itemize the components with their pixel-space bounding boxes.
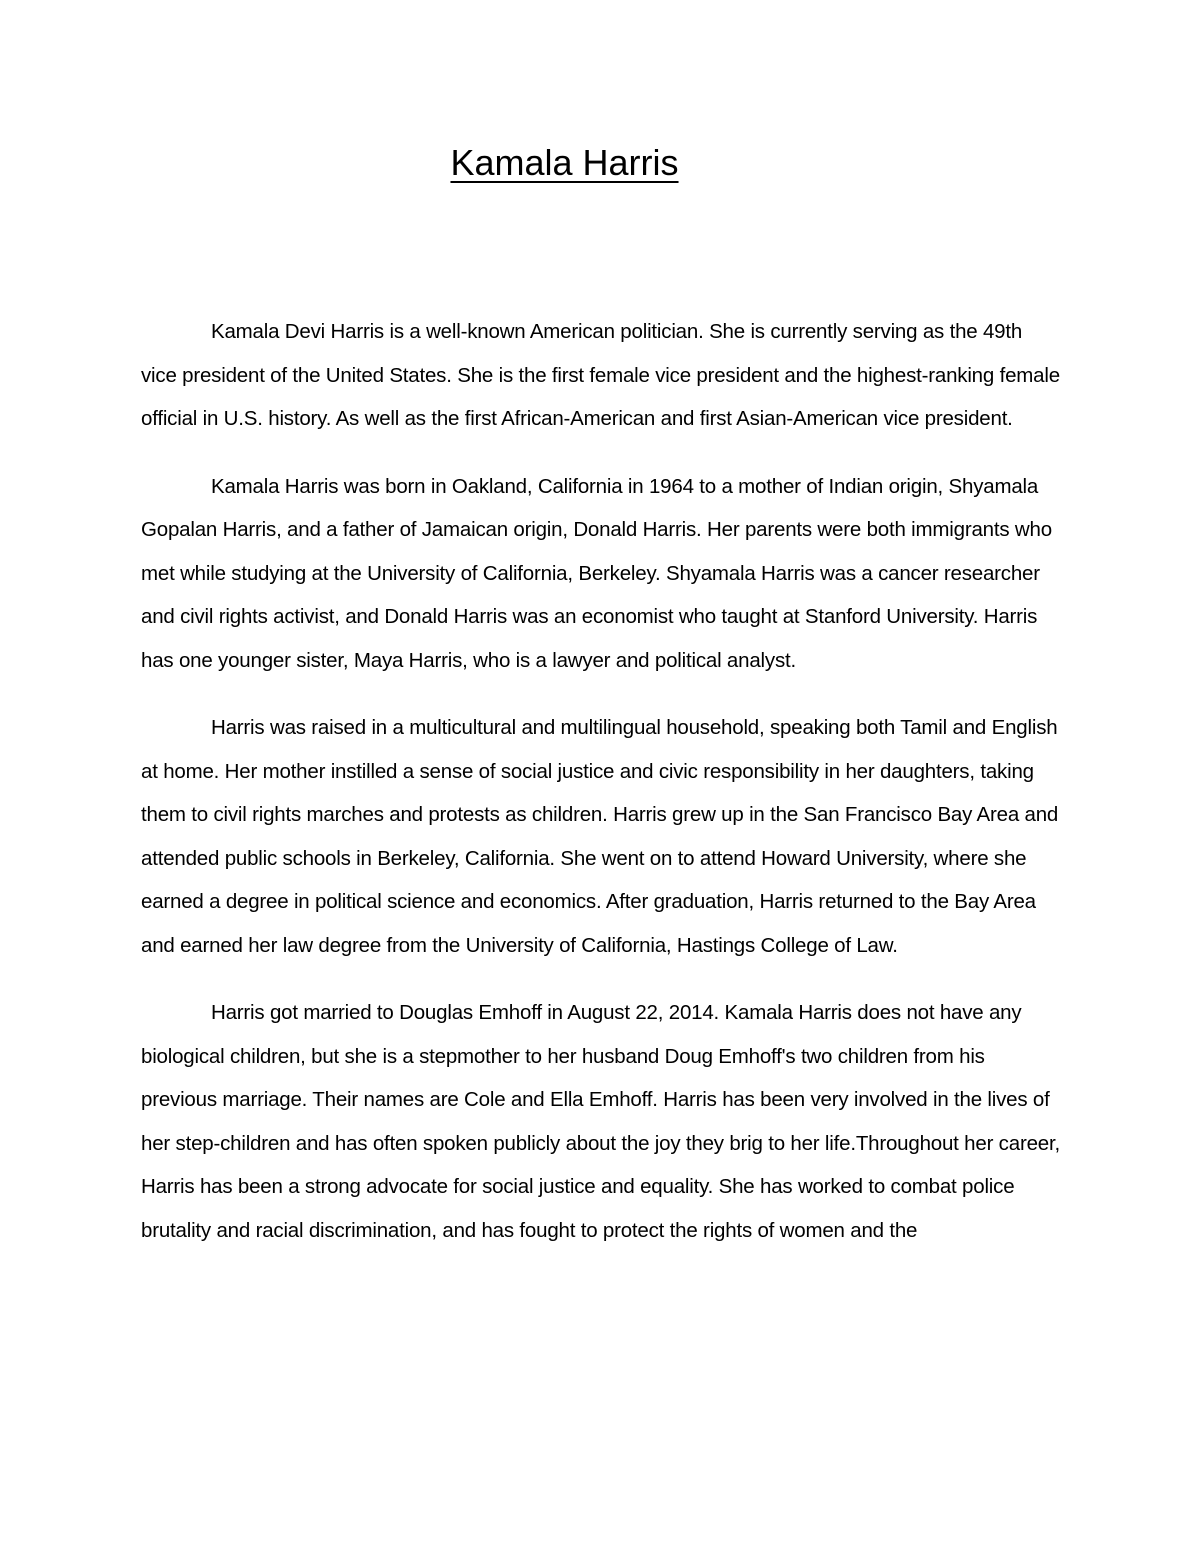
paragraph-family-career: Harris got married to Douglas Emhoff in August 22, 2014. Kamala Harris does not have any biological children, but she is a stepmother to her husband Doug Emhoff's two children from his previous marriage. Their names are Cole and Ella Emhoff. Harris has been very involved in the lives of her step-children and has often spoken publicly about the joy they brig to her life.Throughout her career, Harris has been a strong advocate for social justice and equality. She has worked to combat police brutality and racial discrimination, and has fought to protect the rights of women and the (141, 1001, 1060, 1242)
document-title: Kamala Harris (450, 142, 679, 183)
paragraph-intro: Kamala Devi Harris is a well-known American politician. She is currently serving as the 49th vice president of the United States. She is the first female vice president and the highest-ranking female official in U.S. history. As well as the first African-American and first Asian-American vice president. (141, 320, 1060, 430)
paragraph-education: Harris was raised in a multicultural and multilingual household, speaking both Tamil and English at home. Her mother instilled a sense of social justice and civic responsibility in her daughters, taking them to civil rights marches and protests as children. Harris grew up in the San Francisco Bay Area and attended public schools in Berkeley, California. She went on to attend Howard University, where she earned a degree in political science and economics. After graduation, Harris returned to the Bay Area and earned her law degree from the University of California, Hastings College of Law. (141, 716, 1059, 957)
paragraph-early-life: Kamala Harris was born in Oakland, California in 1964 to a mother of Indian origin, Shyamala Gopalan Harris, and a father of Jamaican origin, Donald Harris. Her parents were both immigrants who met while studying at the University of California, Berkeley. Shyamala Harris was a cancer researcher and civil rights activist, and Donald Harris was an economist who taught at Stanford University. Harris has one younger sister, Maya Harris, who is a lawyer and political analyst. (141, 474, 1052, 672)
document-body (141, 310, 1061, 1276)
